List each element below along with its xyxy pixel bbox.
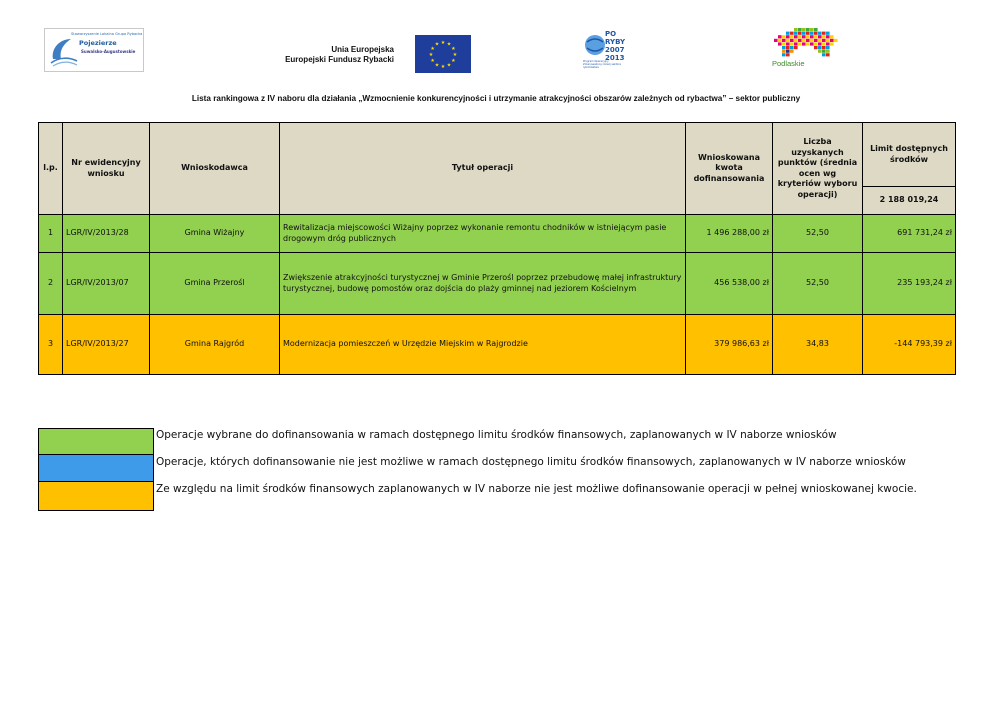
cell-nr: LGR/IV/2013/28 bbox=[63, 215, 150, 253]
mosaic-tile bbox=[826, 35, 830, 38]
mosaic-tile bbox=[802, 39, 806, 42]
mosaic-tile bbox=[830, 39, 834, 42]
mosaic-tile bbox=[826, 39, 830, 42]
mosaic-tile bbox=[814, 32, 818, 35]
mosaic-tile bbox=[782, 53, 786, 56]
mosaic-tile bbox=[786, 35, 790, 38]
eu-star-icon: ★ bbox=[440, 64, 446, 70]
cell-points: 52,50 bbox=[773, 215, 863, 253]
eu-star-icon: ★ bbox=[434, 41, 440, 48]
mosaic-tile bbox=[810, 39, 814, 42]
eu-star-icon: ★ bbox=[452, 52, 458, 58]
po-ryby-line1: PO RYBY bbox=[605, 30, 626, 46]
mosaic-tile bbox=[782, 42, 786, 45]
mosaic-tile bbox=[786, 50, 790, 53]
cell-points: 34,83 bbox=[773, 315, 863, 375]
mosaic-tile bbox=[814, 42, 818, 45]
color-legend bbox=[38, 428, 955, 511]
mosaic-tile bbox=[802, 42, 806, 45]
bison-mosaic-icon bbox=[760, 28, 852, 60]
eu-star-icon: ★ bbox=[446, 41, 452, 48]
mosaic-tile bbox=[778, 35, 782, 38]
mosaic-tile bbox=[826, 42, 830, 45]
col-header-applicant: Wnioskodawca bbox=[150, 123, 280, 215]
eu-star-icon: ★ bbox=[446, 62, 452, 69]
mosaic-tile bbox=[794, 35, 798, 38]
mosaic-tile bbox=[810, 28, 814, 31]
mosaic-tile bbox=[790, 42, 794, 45]
globe-icon bbox=[583, 32, 607, 60]
mosaic-tile bbox=[790, 50, 794, 53]
mosaic-tile bbox=[830, 42, 834, 45]
legend-item-partial bbox=[38, 482, 955, 511]
table-row bbox=[39, 253, 956, 315]
lgr-logo bbox=[44, 28, 144, 72]
mosaic-tile bbox=[814, 46, 818, 49]
col-header-points: Liczba uzyskanych punktów (średnia ocen wg kryteriów wyboru operacji) bbox=[773, 123, 863, 215]
mosaic-tile bbox=[802, 35, 806, 38]
lgr-logo-name-line1: Pojezierze bbox=[79, 39, 117, 47]
mosaic-tile bbox=[806, 42, 810, 45]
cell-amount: 1 496 288,00 zł bbox=[686, 215, 773, 253]
mosaic-tile bbox=[782, 35, 786, 38]
cell-limit: 235 193,24 zł bbox=[863, 253, 956, 315]
legend-swatch-orange bbox=[38, 482, 154, 511]
po-ryby-line2: 2007 bbox=[605, 46, 625, 54]
po-ryby-line3: 2013 bbox=[605, 54, 625, 62]
po-ryby-small-text: Program Operacyjny Zrównoważony rozwój sektora rybołówstwa bbox=[583, 60, 621, 69]
eu-fund-line2: Europejski Fundusz Rybacki bbox=[285, 55, 394, 64]
cell-limit: -144 793,39 zł bbox=[863, 315, 956, 375]
mosaic-tile bbox=[826, 46, 830, 49]
mosaic-tile bbox=[810, 42, 814, 45]
mosaic-tile bbox=[786, 53, 790, 56]
mosaic-tile bbox=[798, 39, 802, 42]
eu-star-icon: ★ bbox=[451, 58, 456, 64]
eu-fund-text bbox=[258, 45, 394, 65]
mosaic-tile bbox=[794, 46, 798, 49]
cell-points: 52,50 bbox=[773, 253, 863, 315]
col-header-limit: Limit dostępnych środków bbox=[863, 123, 956, 187]
cell-amount: 456 538,00 zł bbox=[686, 253, 773, 315]
mosaic-tile bbox=[818, 32, 822, 35]
mosaic-tile bbox=[794, 39, 798, 42]
mosaic-tile bbox=[782, 39, 786, 42]
mosaic-tile bbox=[790, 46, 794, 49]
cell-lp: 3 bbox=[39, 315, 63, 375]
mosaic-tile bbox=[774, 39, 778, 42]
mosaic-tile bbox=[818, 42, 822, 45]
cell-nr: LGR/IV/2013/07 bbox=[63, 253, 150, 315]
cell-applicant: Gmina Przerośl bbox=[150, 253, 280, 315]
po-ryby-logo bbox=[583, 30, 625, 68]
mosaic-tile bbox=[810, 35, 814, 38]
eu-star-icon: ★ bbox=[451, 46, 456, 52]
podlaskie-logo bbox=[760, 28, 852, 72]
mosaic-tile bbox=[794, 32, 798, 35]
mosaic-tile bbox=[834, 39, 838, 42]
mosaic-tile bbox=[818, 50, 822, 53]
eu-star-icon: ★ bbox=[430, 58, 435, 64]
mosaic-tile bbox=[782, 46, 786, 49]
mosaic-tile bbox=[822, 46, 826, 49]
mosaic-tile bbox=[806, 28, 810, 31]
mosaic-tile bbox=[822, 35, 826, 38]
mosaic-tile bbox=[778, 39, 782, 42]
eu-flag-icon bbox=[415, 35, 471, 73]
podlaskie-label: Podlaskie bbox=[772, 59, 805, 68]
cell-lp: 2 bbox=[39, 253, 63, 315]
limit-total-value: 2 188 019,24 bbox=[863, 187, 956, 215]
mosaic-tile bbox=[810, 32, 814, 35]
mosaic-tile bbox=[798, 42, 802, 45]
mosaic-tile bbox=[782, 50, 786, 53]
lgr-logo-small-text: Stowarzyszenie Lokalna Grupa Rybacka bbox=[71, 32, 143, 36]
document-title: Lista rankingowa z IV naboru dla działania „Wzmocnienie konkurencyjności i utrzymanie atrakcyjności obszarów zależnych od rybactwa” – sektor publiczny bbox=[191, 94, 801, 103]
mosaic-tile bbox=[814, 28, 818, 31]
cell-nr: LGR/IV/2013/27 bbox=[63, 315, 150, 375]
mosaic-tile bbox=[826, 50, 830, 53]
mosaic-tile bbox=[822, 39, 826, 42]
mosaic-tile bbox=[794, 42, 798, 45]
mosaic-tile bbox=[786, 42, 790, 45]
mosaic-tile bbox=[798, 32, 802, 35]
eu-fund-line1: Unia Europejska bbox=[331, 45, 394, 54]
cell-lp: 1 bbox=[39, 215, 63, 253]
mosaic-tile bbox=[818, 39, 822, 42]
mosaic-tile bbox=[786, 39, 790, 42]
col-header-lp: l.p. bbox=[39, 123, 63, 215]
mosaic-tile bbox=[806, 39, 810, 42]
legend-text-partial: Ze względu na limit środków finansowych zaplanowanych w IV naborze nie jest możliwe dofinansowanie operacji w pełnej wnioskowanej kwocie. bbox=[156, 483, 917, 495]
mosaic-tile bbox=[814, 39, 818, 42]
mosaic-tile bbox=[822, 53, 826, 56]
mosaic-tile bbox=[822, 32, 826, 35]
legend-item-not-possible bbox=[38, 455, 955, 482]
cell-title: Modernizacja pomieszczeń w Urzędzie Miejskim w Rajgrodzie bbox=[280, 315, 686, 375]
mosaic-tile bbox=[818, 35, 822, 38]
mosaic-tile bbox=[798, 35, 802, 38]
eu-star-icon: ★ bbox=[430, 46, 435, 52]
mosaic-tile bbox=[786, 32, 790, 35]
legend-text-selected: Operacje wybrane do dofinansowania w ramach dostępnego limitu środków finansowych, zaplanowanych w IV naborze wniosków bbox=[156, 429, 837, 441]
mosaic-tile bbox=[806, 32, 810, 35]
mosaic-tile bbox=[806, 35, 810, 38]
cell-applicant: Gmina Wiżajny bbox=[150, 215, 280, 253]
fish-logo-icon bbox=[49, 35, 79, 67]
mosaic-tile bbox=[798, 28, 802, 31]
table-row bbox=[39, 215, 956, 253]
mosaic-tile bbox=[778, 42, 782, 45]
mosaic-tile bbox=[790, 35, 794, 38]
mosaic-tile bbox=[786, 46, 790, 49]
cell-amount: 379 986,63 zł bbox=[686, 315, 773, 375]
mosaic-tile bbox=[826, 53, 830, 56]
cell-title: Rewitalizacja miejscowości Wiżajny poprzez wykonanie remontu chodników w istniejącym pasie drogowym dróg publicznych bbox=[280, 215, 686, 253]
ranking-table bbox=[38, 122, 956, 375]
eu-star-icon: ★ bbox=[440, 40, 446, 46]
mosaic-tile bbox=[822, 42, 826, 45]
legend-item-selected bbox=[38, 428, 955, 455]
mosaic-tile bbox=[814, 35, 818, 38]
mosaic-tile bbox=[822, 50, 826, 53]
mosaic-tile bbox=[826, 32, 830, 35]
eu-star-icon: ★ bbox=[428, 52, 434, 58]
mosaic-tile bbox=[794, 28, 798, 31]
legend-swatch-blue bbox=[38, 455, 154, 482]
cell-title: Zwiększenie atrakcyjności turystycznej w Gminie Przerośl poprzez przebudowę małej infrastruktury turystycznej, budowę pomostów oraz dojścia do plaży gminnej nad jeziorem Kościelnym bbox=[280, 253, 686, 315]
col-header-title: Tytuł operacji bbox=[280, 123, 686, 215]
table-row bbox=[39, 315, 956, 375]
lgr-logo-name-line2: Suwalsko-Augustowskie bbox=[81, 49, 136, 54]
legend-swatch-green bbox=[38, 428, 154, 455]
cell-applicant: Gmina Rajgród bbox=[150, 315, 280, 375]
mosaic-tile bbox=[802, 32, 806, 35]
mosaic-tile bbox=[818, 46, 822, 49]
mosaic-tile bbox=[830, 35, 834, 38]
col-header-amount: Wnioskowana kwota dofinansowania bbox=[686, 123, 773, 215]
legend-text-not-possible: Operacje, których dofinansowanie nie jest możliwe w ramach dostępnego limitu środków finansowych, zaplanowanych w IV naborze wniosków bbox=[156, 456, 906, 468]
col-header-nr: Nr ewidencyjny wniosku bbox=[63, 123, 150, 215]
mosaic-tile bbox=[790, 39, 794, 42]
eu-star-icon: ★ bbox=[434, 62, 440, 69]
cell-limit: 691 731,24 zł bbox=[863, 215, 956, 253]
mosaic-tile bbox=[802, 28, 806, 31]
mosaic-tile bbox=[790, 32, 794, 35]
